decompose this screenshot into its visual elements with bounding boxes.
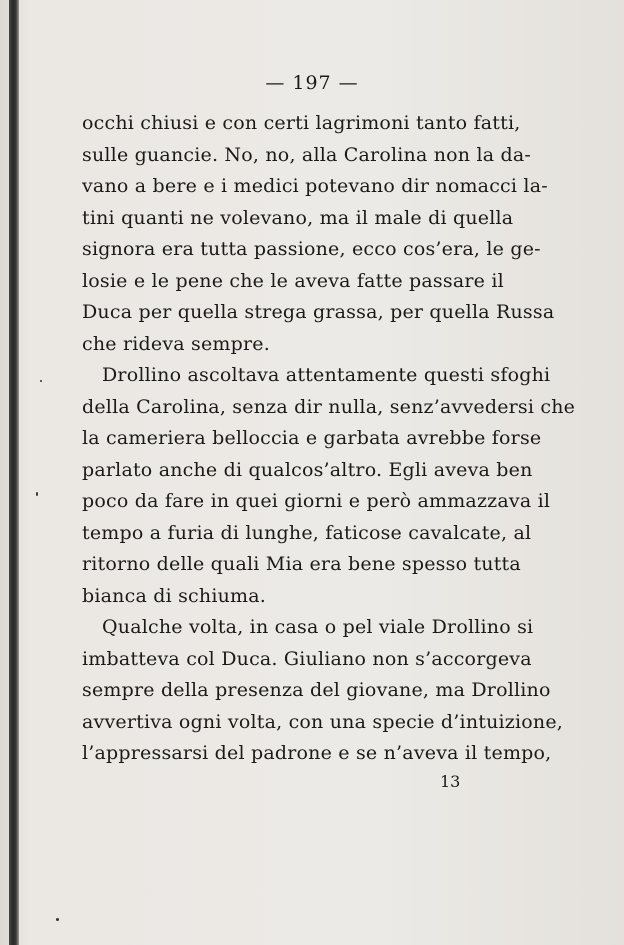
text-line: Qualche volta, in casa o pel viale Drollino si <box>102 616 534 638</box>
text-line: ritorno delle quali Mia era bene spesso tutta <box>82 553 521 575</box>
paper-speck <box>36 492 38 496</box>
binding-edge <box>9 0 19 945</box>
text-line: tini quanti ne volevano, ma il male di quella <box>82 206 514 229</box>
text-line: Duca per quella strega grassa, per quella Russa <box>82 301 555 323</box>
text-line: sempre della presenza del giovane, ma Drollino <box>82 679 551 701</box>
text-line: occhi chiusi e con certi lagrimoni tanto fatti, <box>82 112 521 134</box>
paper-speck <box>56 918 59 921</box>
text-line: losie e le pene che le aveva fatte passare il <box>82 269 504 292</box>
text-line: signora era tutta passione, ecco cos’era, le ge- <box>82 238 541 260</box>
text-line: la cameriera belloccia e garbata avrebbe forse <box>82 427 542 449</box>
text-line: imbatteva col Duca. Giuliano non s’accorgeva <box>82 647 532 670</box>
text-line: sulle guancie. No, no, alla Carolina non la da- <box>82 143 532 166</box>
text-line: tempo a furia di lunghe, faticose cavalcate, al <box>82 521 532 544</box>
text-line: che rideva sempre. <box>82 332 270 355</box>
signature-mark: 13 <box>440 772 461 791</box>
text-line: l’appressarsi del padrone e se n’aveva il tempo, <box>82 742 552 764</box>
paper-speck <box>40 380 42 382</box>
text-line: poco da fare in quei giorni e però ammazzava il <box>82 490 551 512</box>
text-line: Drollino ascoltava attentamente questi sfoghi <box>102 364 551 386</box>
text-line: parlato anche di qualcos’altro. Egli aveva ben <box>82 458 533 481</box>
text-line: vano a bere e i medici potevano dir nomacci la- <box>82 175 548 197</box>
body-text <box>82 108 576 770</box>
text-line: della Carolina, senza dir nulla, senz’avvedersi che <box>82 395 576 418</box>
text-line: bianca di schiuma. <box>82 584 267 607</box>
page-number-header: — 197 — <box>265 72 359 94</box>
text-line: avvertiva ogni volta, con una specie d’intuizione, <box>82 710 564 733</box>
